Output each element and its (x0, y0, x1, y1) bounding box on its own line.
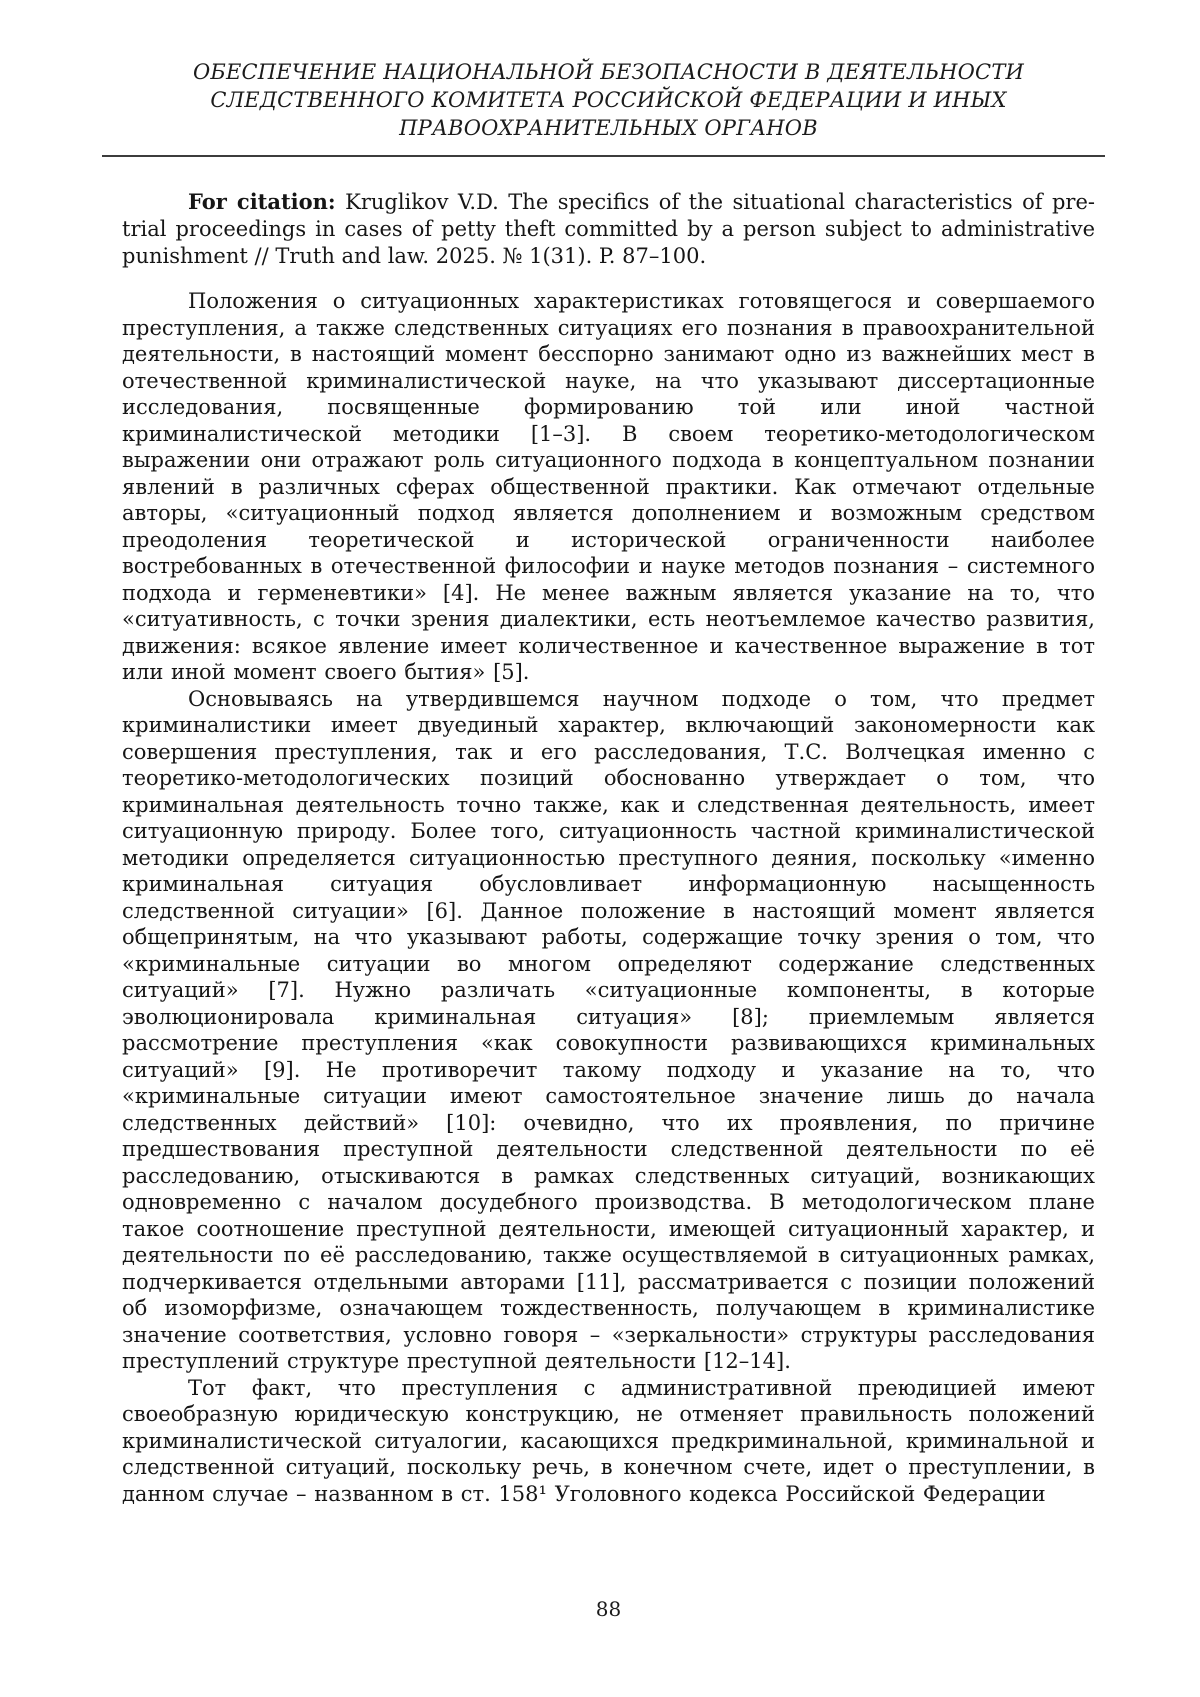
running-header-line-3: ПРАВООХРАНИТЕЛЬНЫХ ОРГАНОВ (399, 116, 818, 140)
page-content (122, 58, 1095, 1507)
citation-label: For citation: (188, 189, 336, 214)
body-paragraph-1: Положения о ситуационных характеристиках готовящегося и совершаемого преступления, а также следственных ситуациях его познания в правоохранительной деятельности, в настоящий момент бесспорно занимают одно из важнейших мест в отечественной криминалистической науке, на что указывают диссертационные исследования, посвященные формированию той или иной частной криминалистической методики [1–3]. В своем теоретико-методологическом выражении они отражают роль ситуационного подхода в концептуальном познании явлений в различных сферах общественной практики. Как отмечают отдельные авторы, «ситуационный подход является дополнением и возможным средством преодоления теоретической и исторической ограниченности наиболее востребованных в отечественной философии и науке методов познания – системного подхода и герменевтики» [4]. Не менее важным является указание на то, что «ситуативность, с точки зрения диалектики, есть неотъемлемое качество развития, движения: всякое явление имеет количественное и качественное выражение в тот или иной момент своего бытия» [5]. (122, 289, 1095, 684)
citation-paragraph (122, 188, 1095, 270)
page-number: 88 (595, 1597, 622, 1621)
body-paragraph-3: Тот факт, что преступления с административной преюдицией имеют своеобразную юридическую конструкцию, не отменяет правильность положений криминалистической ситуалогии, касающихся предкриминальной, криминальной и следственной ситуаций, поскольку речь, в конечном счете, идет о преступлении, в данном случае – названном в ст. 158¹ Уголовного кодекса Российской Федерации (122, 1375, 1095, 1506)
body-paragraph-2: Основываясь на утвердившемся научном подходе о том, что предмет криминалистики имеет двуединый характер, включающий закономерности как совершения преступления, так и его расследования, Т.С. Волчецкая именно с теоретико-методологических позиций обоснованно утверждает о том, что криминальная деятельность точно также, как и следственная деятельность, имеет ситуационную природу. Более того, ситуационность частной криминалистической методики определяется ситуационностью преступного деяния, поскольку «именно криминальная ситуация обусловливает информационную насыщенность следственной ситуации» [6]. Данное положение в настоящий момент является общепринятым, на что указывают работы, содержащие точку зрения о том, что «криминальные ситуации во многом определяют содержание следственных ситуаций» [7]. Нужно различать «ситуационные компоненты, в которые эволюционировала криминальная ситуация» [8]; приемлемым является рассмотрение преступления «как совокупности развивающихся криминальных ситуаций» [9]. Не противоречит такому подходу и указание на то, что «криминальные ситуации имеют самостоятельное значение лишь до начала следственных действий» [10]: очевидно, что их проявления, по причине предшествования преступной деятельности следственной деятельности по её расследованию, отыскиваются в рамках следственных ситуаций, возникающих одновременно с началом досудебного производства. В методологическом плане такое соотношение преступной деятельности, имеющей ситуационный характер, и деятельности по её расследованию, также осуществляемой в ситуационных рамках, подчеркивается отдельными авторами [11], рассматривается с позиции положений об изоморфизме, означающем тождественность, получающем в криминалистике значение соответствия, условно говоря – «зеркальности» структуры расследования преступлений структуре преступной деятельности [12–14]. (122, 686, 1095, 1373)
citation-text: Kruglikov V.D. The specifics of the situational characteristics of pre-trial proceedings in cases of petty theft committed by a person subject to administrative punishment // Truth and law. 2025. № 1(31). P. 87–100. (122, 190, 1095, 268)
header-divider (102, 155, 1105, 157)
running-header-line-1: ОБЕСПЕЧЕНИЕ НАЦИОНАЛЬНОЙ БЕЗОПАСНОСТИ В ДЕЯТЕЛЬНОСТИ (192, 60, 1025, 84)
running-header-line-2: СЛЕДСТВЕННОГО КОМИТЕТА РОССИЙСКОЙ ФЕДЕРАЦИИ И ИНЫХ (210, 88, 1007, 112)
running-header (122, 58, 1095, 142)
